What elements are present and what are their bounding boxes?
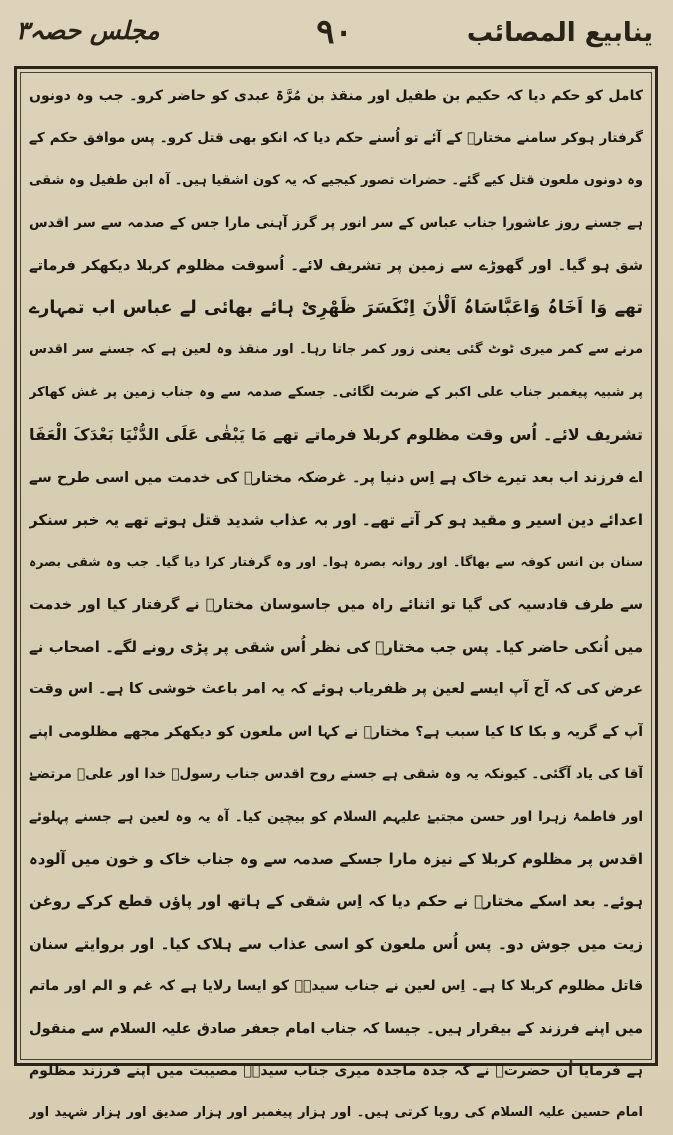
text-line: میں اُنکی حاضر کیا۔ پس جب مختارؓ کی نظر اُس شقی پر پڑی رونے لگے۔ اصحاب نے — [29, 638, 643, 657]
book-title: ینابیع المصائب — [466, 18, 653, 48]
text-line: ہے جسنے روز عاشورا جناب عباس کے سر انور پر گرز آہنی مارا جس کے صدمہ سے سر اقدس — [29, 215, 643, 232]
text-line: آقا کی یاد آگئی۔ کیونکہ یہ وہ شقی ہے جسنے روح اقدس جناب رسولؐ خدا اور علیؑ مرتضےٰ — [29, 766, 643, 783]
text-line: کامل کو حکم دیا کہ حکیم بن طفیل اور منقذ بن مُرَّۃ عبدی کو حاضر کرو۔ جب وہ دونوں — [29, 88, 643, 104]
page-number: ۹۰ — [316, 12, 353, 52]
text-line: سے طرف قادسیہ کی گیا تو اثنائے راہ میں جاسوسان مختارؓ نے گرفتار کیا اور خدمت — [29, 596, 643, 613]
text-line: وہ دونوں ملعون قتل کیے گئے۔ حضرات تصور کیجیے کہ یہ کون اشقیا ہیں۔ آہ ابن طفیل وہ شقی — [29, 172, 643, 188]
text-line: اعدائے دین اسیر و مقید ہو کر آتے تھے۔ اور بہ عذاب شدید قتل ہوتے تھے یہ خبر سنکر — [29, 510, 643, 529]
text-line: اے فرزند اب بعد تیرے خاک ہے اِس دنیا پر۔ غرضکہ مختارؓ کی خدمت میں اسی طرح سے — [29, 469, 643, 486]
text-line: ہے فرمایا اُن حضرتؑ نے کہ جدہ ماجدہ میری جناب سیدہؑ مصیبت میں اپنے فرزند مظلوم — [29, 1062, 643, 1079]
text-line: مرنے سے کمر میری ٹوٹ گئی یعنی زور کمر جاتا رہا۔ اور منقذ وہ لعین ہے کہ جسنے سر اقدس — [29, 342, 643, 358]
text-line: عرض کی کہ آج آپ ایسے لعین پر ظفریاب ہوئے کہ یہ امر باعث خوشی کا ہے۔ اس وقت — [29, 681, 643, 698]
text-line: اقدس پر مظلوم کربلا کے نیزہ مارا جسکے صدمہ سے وہ جناب خاک و خون میں آلودہ — [29, 850, 643, 869]
text-line: زیت میں جوش دو۔ پس اُس ملعون کو اسی عذاب سے ہلاک کیا۔ اور بروایتے سنان — [29, 934, 643, 953]
page-header — [10, 10, 659, 56]
text-line: پر شبیہ پیغمبر جناب علی اکبر کے ضربت لگائی۔ جسکے صدمہ سے وہ جناب زمین پر غش کھاکر — [29, 384, 643, 400]
text-line: تھے وَا اَخَاہُ وَاعَبَّاسَاہُ اَلْاٰنَ اِنْکَسَرَ ظَھْرِیْ ہائے بھائی لے عباس اب تمہارے — [29, 297, 643, 318]
text-frame — [14, 66, 658, 1121]
text-line: سنان بن انس کوفہ سے بھاگا۔ اور روانہ بصرہ ہوا۔ اور وہ گرفتار کرا دیا گیا۔ جب وہ شقی بصرہ — [29, 554, 643, 570]
text-body — [29, 75, 643, 1135]
text-line: تشریف لائے۔ اُس وقت مظلوم کربلا فرماتے تھے مَا یَبْقٰی عَلَی الدُّنْیَا بَعْدَکَ الْعَفَا — [29, 425, 643, 445]
text-line: گرفتار ہوکر سامنے مختارؓ کے آئے تو اُسنے حکم دیا کہ انکو بھی قتل کرو۔ پس موافق حکم کے — [29, 130, 643, 147]
section-label: مجلس حصہ۳ — [16, 16, 160, 45]
text-line: شق ہو گیا۔ اور گھوڑے سے زمین پر تشریف لائے۔ اُسوقت مظلوم کربلا دیکھکر فرماتے — [29, 257, 643, 274]
text-line: امام حسین علیہ السلام کی رویا کرتی ہیں۔ اور ہزار پیغمبر اور ہزار صدیق اور ہزار شہید اور — [29, 1105, 643, 1121]
text-line: ہوئے۔ بعد اسکے مختارؓ نے حکم دیا کہ اِس شقی کے ہاتھ اور پاؤں قطع کرکے روغن — [29, 892, 643, 911]
text-line: قاتل مظلوم کربلا کا ہے۔ اِس لعین نے جناب سیدہؑ کو ایسا رلایا ہے کہ غم و الم اور ماتم — [29, 978, 643, 995]
text-line: اور فاطمۂ زہرا اور حسن مجتبےٰ علیہم السلام کو بیچین کیا۔ آہ یہ وہ لعین ہے جسنے پہلوئے — [29, 808, 643, 825]
text-line: میں اپنے فرزند کے بیقرار ہیں۔ جیسا کہ جناب امام جعفر صادق علیہ السلام سے منقول — [29, 1020, 643, 1037]
text-line: آپ کے گریہ و بکا کا کیا سبب ہے؟ مختارؓ نے کہا اس ملعون کو دیکھکر مجھے مظلومی اپنے — [29, 723, 643, 740]
